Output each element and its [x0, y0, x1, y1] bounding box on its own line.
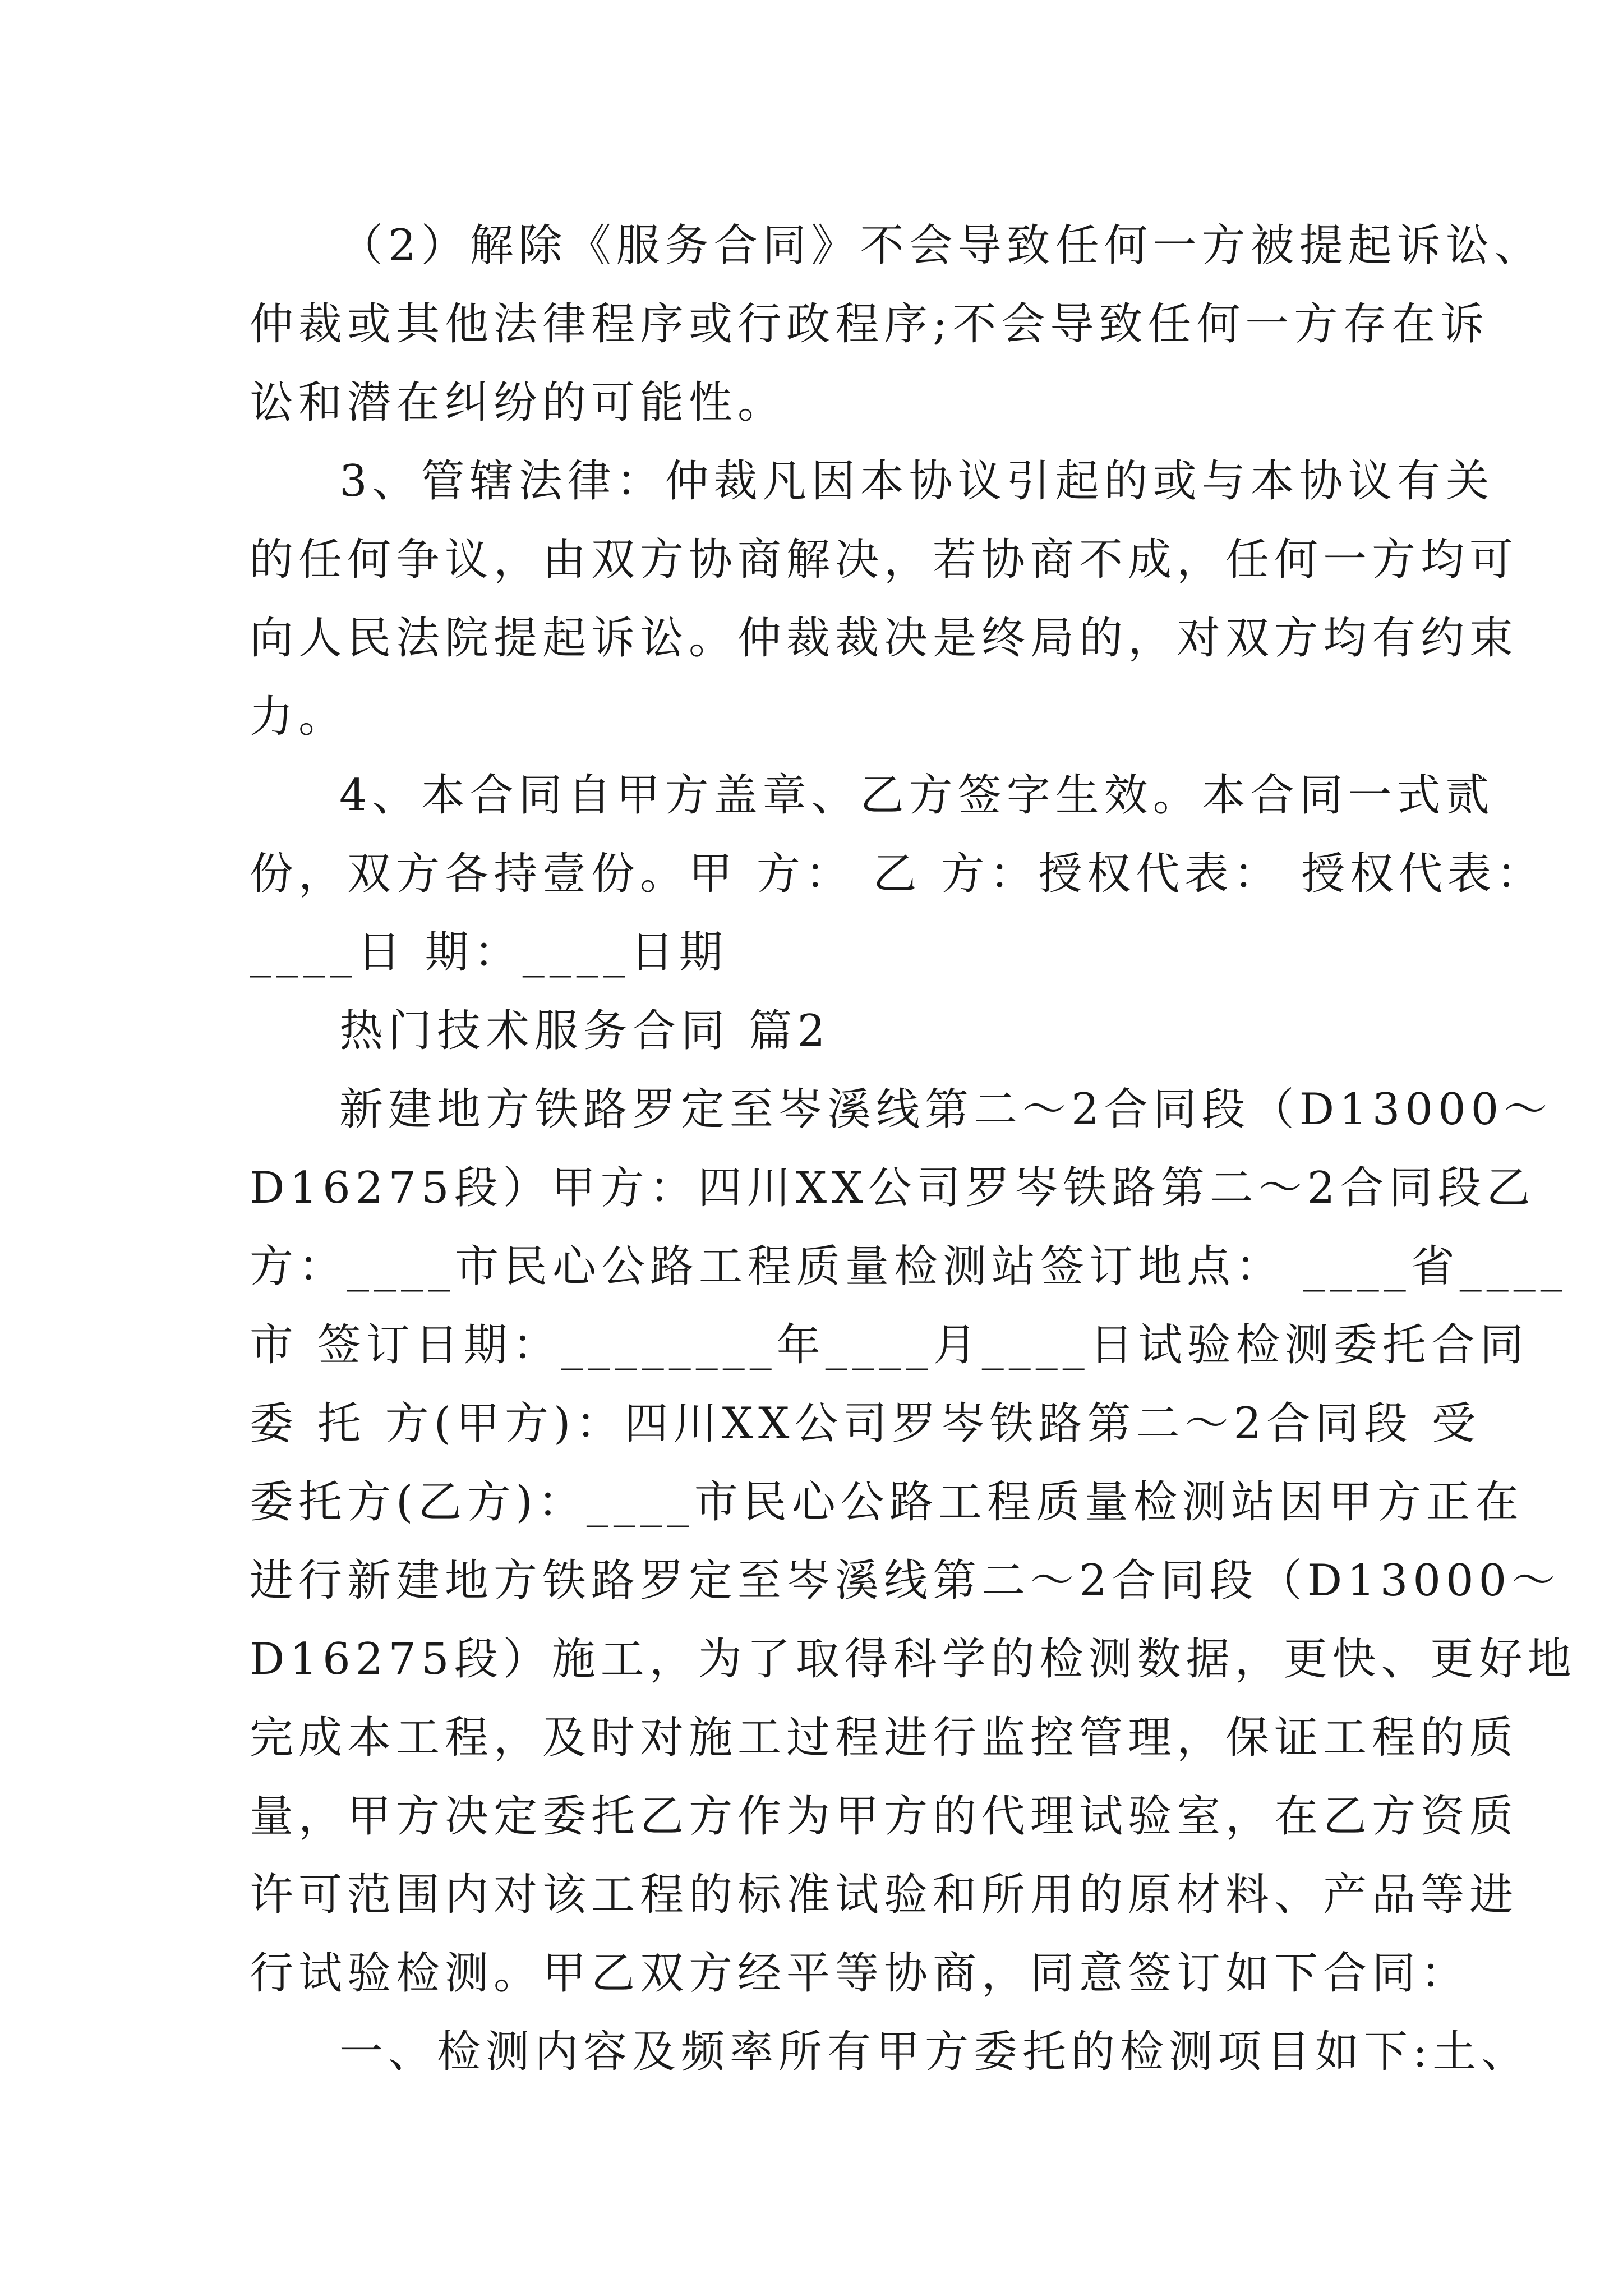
section-heading: 热门技术服务合同 篇2	[339, 1006, 831, 1056]
paragraph-line: 讼和潜在纠纷的可能性。	[250, 378, 787, 428]
paragraph-line: 量，甲方决定委托乙方作为甲方的代理试验室，在乙方资质	[250, 1791, 1519, 1842]
paragraph-line: ____日 期：____日期	[250, 927, 728, 978]
paragraph-line: 委托方(乙方)：____市民心公路工程质量检测站因甲方正在	[250, 1477, 1524, 1527]
paragraph-line: 力。	[250, 692, 348, 742]
paragraph-line: 的任何争议，由双方协商解决，若协商不成，任何一方均可	[250, 535, 1519, 585]
paragraph-line: （2）解除《服务合同》不会导致任何一方被提起诉讼、	[339, 220, 1543, 271]
paragraph-line: 委 托 方(甲方)：四川XX公司罗岑铁路第二～2合同段 受	[250, 1398, 1481, 1449]
paragraph-line: 3、管辖法律：仲裁凡因本协议引起的或与本协议有关	[339, 456, 1495, 507]
paragraph-line: 4、本合同自甲方盖章、乙方签字生效。本合同一式贰	[339, 770, 1495, 821]
paragraph-line: D16275段）甲方：四川XX公司罗岑铁路第二～2合同段乙	[250, 1163, 1536, 1213]
paragraph-line: 市 签订日期：________年____月____日试验检测委托合同	[250, 1320, 1529, 1370]
paragraph-line: 许可范围内对该工程的标准试验和所用的原材料、产品等进	[250, 1870, 1519, 1920]
paragraph-line: 行试验检测。甲乙双方经平等协商，同意签订如下合同：	[250, 1948, 1470, 1999]
paragraph-line: 新建地方铁路罗定至岑溪线第二～2合同段（D13000～	[339, 1084, 1553, 1135]
document-body	[250, 206, 1576, 2091]
paragraph-line: 一、检测内容及频率所有甲方委托的检测项目如下:土、	[339, 2027, 1530, 2077]
paragraph-line: 仲裁或其他法律程序或行政程序;不会导致任何一方存在诉	[250, 299, 1490, 349]
paragraph-line: 完成本工程，及时对施工过程进行监控管理，保证工程的质	[250, 1713, 1519, 1763]
paragraph-line: 方：____市民心公路工程质量检测站签订地点： ____省____	[250, 1241, 1567, 1292]
paragraph-line: D16275段）施工，为了取得科学的检测数据，更快、更好地	[250, 1634, 1576, 1685]
paragraph-line: 向人民法院提起诉讼。仲裁裁决是终局的，对双方均有约束	[250, 613, 1519, 664]
paragraph-line: 进行新建地方铁路罗定至岑溪线第二～2合同段（D13000～	[250, 1556, 1561, 1606]
paragraph-line: 份，双方各持壹份。甲 方： 乙 方：授权代表： 授权代表：	[250, 849, 1546, 899]
